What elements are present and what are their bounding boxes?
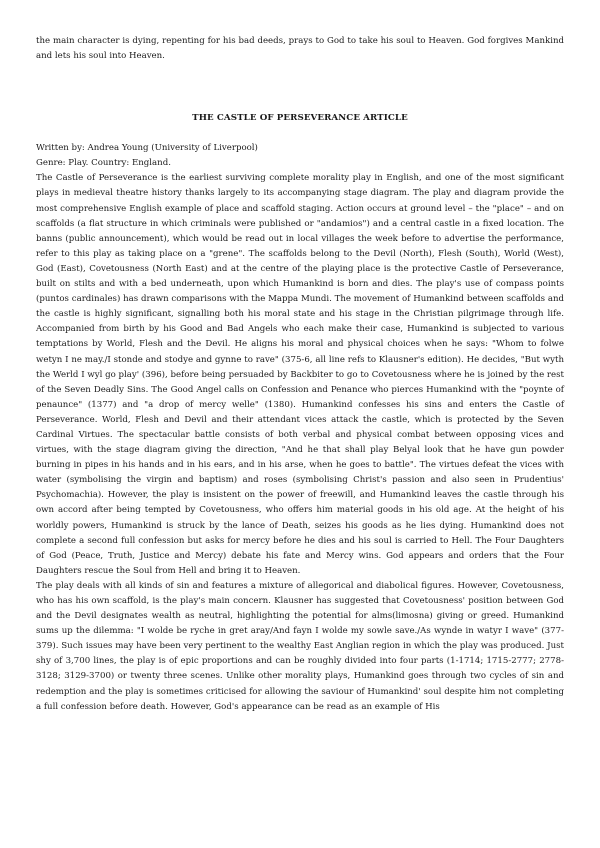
intro-paragraph: the main character is dying, repenting for his bad deeds, prays to God to take his soul to Heaven. God forgives Mankind and lets his soul into Heaven. [36, 36, 564, 62]
genre-country-line: Genre: Play. Country: England. [36, 158, 171, 169]
article-paragraph-1: The Castle of Perseverance is the earliest surviving complete morality play in English, and one of the most significant plays in medieval theatre history thanks largely to its accompanying stage diagram. The play and diagram provide the most comprehensive English example of place and scaffold staging. Action occurs at ground level – the "place" – and on scaffolds (a flat structure in which criminals were published or "andamios") and a central castle in a fixed location. The banns (public announcement), which would be read out in local villages the week before to advertise the performance, refer to this play as taking place on a "grene". The scaffolds belong to the Devil (North), Flesh (South), World (West), God (East), Covetousness (North East) and at the centre of the playing place is the protective Castle of Perseverance, built on stilts and with a bed underneath, upon which Humankind is born and dies. The play's use of compass points (puntos cardinales) has drawn comparisons with the Mappa Mundi. The movement of Humankind between scaffolds and the castle is highly significant, signalling both his moral state and his stage in the Christian pilgrimage through life. Accompanied from birth by his Good and Bad Angels who each make their case, Humankind is subjected to various temptations by World, Flesh and the Devil. He aligns his moral and physical choices when he says: "Whom to folwe wetyn I ne may./I stonde and stodye and gynne to rave" (375-6, all line refs to Klausner's edition). He decides, "But wyth the Werld I wyl go play' (396), before being persuaded by Backbiter to go to Covetousness where he is joined by the rest of the Seven Deadly Sins. The Good Angel calls on Confession and Penance who pierces Humankind with the "poynte of penaunce" (1377) and "a drop of mercy welle" (1380). Humankind confesses his sins and enters the Castle of Perseverance. World, Flesh and Devil and their attendant vices attack the castle, which is protected by the Seven Cardinal Virtues. The spectacular battle consists of both verbal and physical combat between opposing vices and virtues, with the stage diagram giving the direction, "And he that shall play Belyal look that he have gun powder burning in pipes in his hands and in his ears, and in his arse, when he goes to battle". The virtues defeat the vices with water (symbolising the virgin and baptism) and roses (symbolising Christ's passion and also seen in Prudentius' Psychomachia). However, the play is insistent on the power of freewill, and Humankind leaves the castle through his own accord after being tempted by Covetousness, who offers him material goods in his old age. At the height of his worldly powers, Humankind is struck by the lance of Death, seizes his goods as he lies dying. Humankind does not complete a second full confession but asks for mercy before he dies and his soul is carried to Hell. The Four Daughters of God (Peace, Truth, Justice and Mercy) debate his fate and Mercy wins. God appears and orders that the Four Daughters rescue the Soul from Hell and bring it to Heaven. [36, 173, 564, 576]
article-title: THE CASTLE OF PERSEVERANCE ARTICLE [192, 113, 408, 124]
article-paragraph-2: The play deals with all kinds of sin and features a mixture of allegorical and diabolical figures. However, Covetousness, who has his own scaffold, is the play's main concern. Klausner has suggested that Covetousness' position between God and the Devil designates wealth as neutral, highlighting the potential for alms(limosna) giving or greed. Humankind sums up the dilemma: "I wolde be ryche in gret aray/And fayn I wolde my sowle save./As wynde in watyr I wave" (377-379). Such issues may have been very pertinent to the wealthy East Anglian region in which the play was produced. Just shy of 3,700 lines, the play is of epic proportions and can be roughly divided into four parts (1-1714; 1715-2777; 2778-3128; 3129-3700) or twenty three scenes. Unlike other morality plays, Humankind goes through two cycles of sin and redemption and the play is sometimes criticised for allowing the saviour of Humankind' soul despite him not completing a full confession before death. However, God's appearance can be read as an example of His [36, 580, 564, 712]
author-line: Written by: Andrea Young (University of Liverpool) [36, 143, 258, 154]
